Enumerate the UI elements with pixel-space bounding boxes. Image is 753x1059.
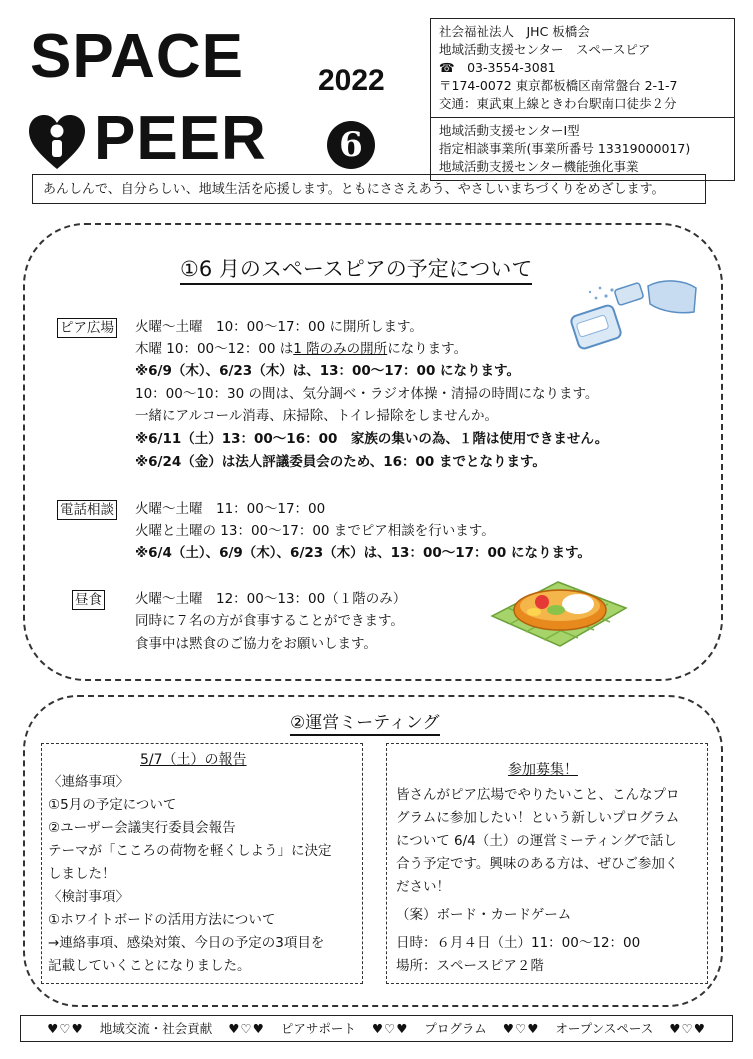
lunch-hours: 火曜～土曜 12：00～13：00（１階のみ） [135,591,407,607]
footer-item-community: 地域交流・社会貢献 [99,1021,213,1036]
report-line-1: 〈連絡事項〉 [48,774,129,790]
recruit-date: 日時：６月４日（土）11：00～12：00 [396,935,641,951]
peer-morning: 10：00～10：30 の間は、気分調べ・ラジオ体操・清掃の時間になります。 [135,386,599,402]
peer-thursday-b: になります。 [387,341,468,357]
sanitizer-spray-icon [566,278,706,358]
recruit-plan: （案）ボード・カードゲーム [396,907,572,923]
recruit-line-5: ださい！ [396,879,450,895]
tag-lunch: 昼食 [72,590,105,610]
schedule-title: ①6 月のスペースピアの予定について [180,256,532,285]
phone-peer-consult: 火曜と土曜の 13：00～17：00 までピア相談を行います。 [135,523,495,539]
phone-hours: 火曜～土曜 11：00～17：00 [135,501,326,517]
recruit-place: 場所：スペースピア２階 [396,958,544,974]
issue-year: 2022 [318,64,385,97]
peer-note-2 [135,428,608,451]
recruit-line-2: グラムに参加したい！という新しいプログラム [396,810,680,826]
heart-icon: ♥♡♥ [669,1021,706,1036]
footer-item-open-space: オープンスペース [555,1021,654,1036]
logo-peer: PEER [94,104,267,173]
recruit-line-4: 合う予定です。興味のある方は、ぜひご参加く [396,856,679,872]
report-line-9: 記載していくことになりました。 [48,958,251,974]
heart-icon: ♥♡♥ [502,1021,540,1036]
phone-note [135,542,591,565]
recruit-line-1: 皆さんがピア広場でやりたいこと、こんなプロ [396,787,680,803]
peer-note-3 [135,451,546,474]
lunch-capacity: 同時に７名の方が食事することができます。 [135,613,404,629]
recruit-heading: 参加募集！ [508,762,578,778]
center-name: 地域活動支援センター スペースピア [439,42,651,57]
peer-note-2-text: ※6/11（土）13：00～16：00 家族の集いの為、１階は使用できません。 [135,431,609,447]
peer-cleaning: 一緒にアルコール消毒、床掃除、トイレ掃除をしませんか。 [135,408,499,424]
heart-icon: ♥♡♥ [371,1021,409,1036]
phone-note-text: ※6/4（土）、6/9（木）、6/23（木）は、13：00～17：00 になります。 [135,545,591,561]
peer-thursday-a: 木曜 10：00～12：00 は [135,341,294,357]
report-line-6: 〈検討事項〉 [48,889,129,905]
peer-note-1 [135,360,520,383]
center-type: 地域活動支援センターⅠ型 [439,123,580,138]
report-heading: 5/7（土）の報告 [140,752,247,768]
bento-icon [488,572,628,648]
tag-phone-consult: 電話相談 [57,500,117,520]
access: 交通：東武東上線ときわ台駅南口徒歩２分 [439,96,677,111]
report-line-5: しました！ [48,866,116,882]
office-number: 指定相談事業所(事業所番号 13319000017) [439,141,691,156]
report-line-4: テーマが「こころの荷物を軽くしよう」に決定 [48,843,332,859]
peer-hours: 火曜～土曜 10：00～17：00 に開所します。 [135,319,423,335]
tag-peer-plaza: ピア広場 [57,318,117,338]
heart-icon: ♥♡♥ [47,1021,84,1036]
org-info-box [430,18,735,181]
phone-number: ☎ 03-3554-3081 [439,60,556,75]
peer-note-1-text: ※6/9（木）、6/23（木）は、13：00～17：00 になります。 [135,363,520,379]
heart-icon: ♥♡♥ [228,1021,265,1036]
report-line-7: ①ホワイトボードの活用方法について [48,912,276,928]
peer-note-3-text: ※6/24（金）は法人評議委員会のため、16：00 までとなります。 [135,454,546,470]
logo-space: SPACE [30,22,245,91]
enhancement-program: 地域活動支援センター機能強化事業 [439,159,639,174]
org-name: 社会福祉法人 JHC 板橋会 [439,24,590,39]
heart-logo-icon [28,109,86,171]
report-line-2: ①5月の予定について [48,797,177,813]
report-line-3: ②ユーザー会議実行委員会報告 [48,820,236,836]
lunch-silent: 食事中は黙食のご協力をお願いします。 [135,636,377,652]
footer-item-program: プログラム [424,1021,487,1036]
footer-item-peer-support: ピアサポート [280,1021,356,1036]
footer-bar [20,1015,733,1042]
report-line-8: →連絡事項、感染対策、今日の予定の3項目を [48,935,325,951]
issue-number: 6 [327,121,375,169]
peer-thursday-underline: 1 階のみの開所 [293,341,388,357]
meeting-title: ②運営ミーティング [290,712,440,736]
recruit-line-3: について 6/4（土）の運営ミーティングで話し [396,833,677,849]
peer-thursday [135,338,467,361]
motto: あんしんで、自分らしい、地域生活を応援します。ともにささえあう、やさしいまちづくりをめざします。 [32,174,706,204]
address: 〒174-0072 東京都板橋区南常盤台 2-1-7 [439,78,678,93]
